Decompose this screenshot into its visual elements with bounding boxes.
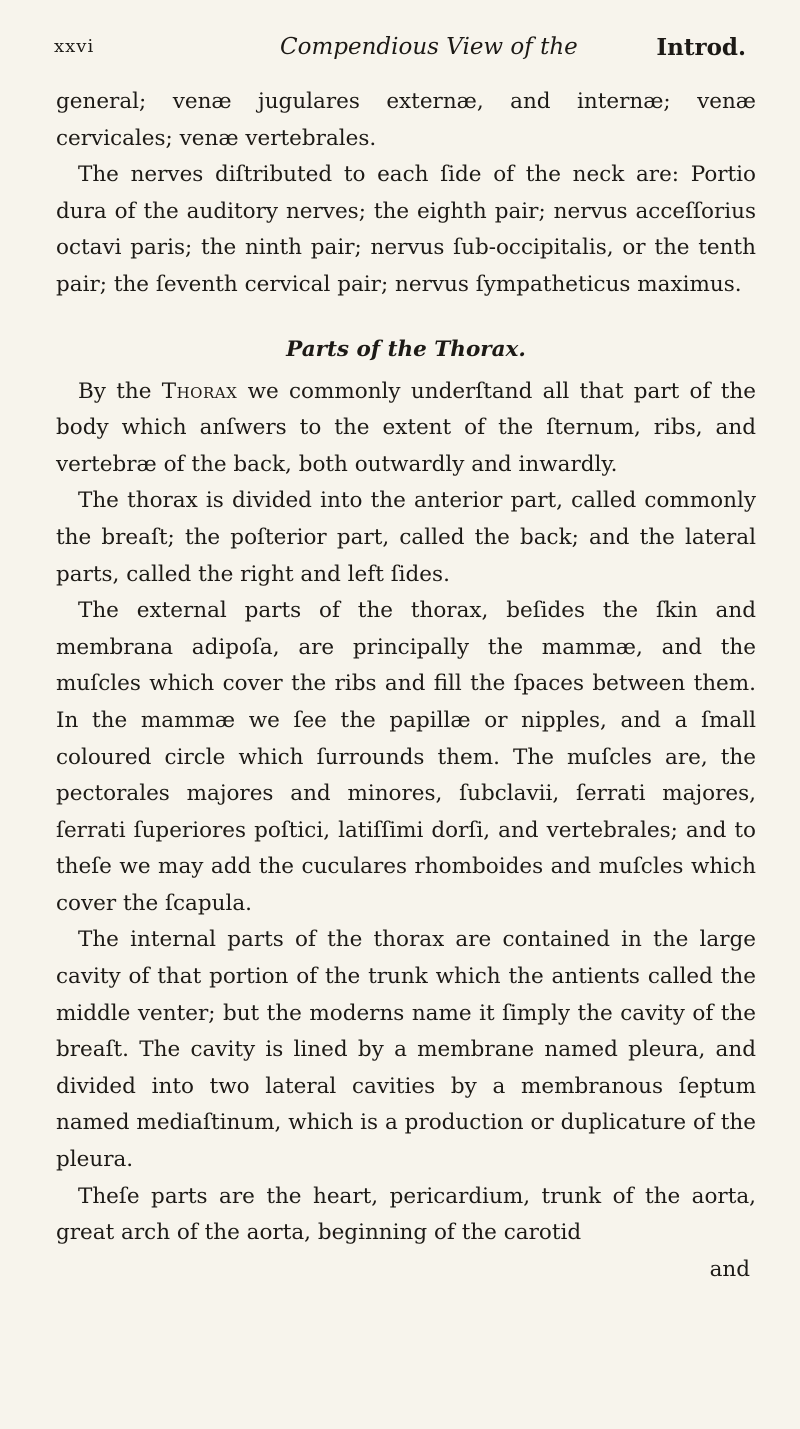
body-text (56, 84, 756, 1288)
paragraph-3-lead: By the (78, 378, 152, 404)
running-title: Compendious View of the (280, 34, 578, 60)
paragraph-2: The nerves diſtributed to each ſide of the neck are: Portio dura of the auditory nerves; the eighth pair; nervus acceſſorius octavi paris; the ninth pair; nervus ſub-occipitalis, or the tenth pair; the ſeventh cervical pair; nervus ſympatheticus maximus. (56, 162, 756, 297)
paragraph-1: general; venæ jugulares externæ, and internæ; venæ cervicales; venæ vertebrales. (56, 89, 756, 151)
catchword: and (709, 1256, 750, 1282)
paragraph-5: The external parts of the thorax, beſides the ſkin and membrana adipoſa, are principally the mammæ, and the muſcles which cover the ribs and fill the ſpaces between them. In the mammæ we ſee the papillæ or nipples, and a ſmall coloured circle which ſurrounds them. The muſcles are, the pectorales majores and minores, ſubclavii, ſerrati majores, ſerrati ſuperiores poſtici, latiſſimi dorſi, and vertebrales; and to theſe we may add the cuculares rhomboides and muſcles which cover the ſcapula. (56, 598, 756, 916)
subheading: Parts of the Thorax. (286, 336, 526, 362)
section-label: Introd. (656, 34, 746, 61)
paragraph-3-term: Thorax (161, 378, 238, 404)
book-page (56, 28, 756, 1288)
page-number: xxvi (54, 36, 95, 57)
paragraph-7: Theſe parts are the heart, pericardium, trunk of the aorta, great arch of the aorta, beginning of the carotid (56, 1183, 756, 1246)
paragraph-3 (56, 374, 756, 484)
running-header (56, 28, 756, 68)
paragraph-4: The thorax is divided into the anterior part, called commonly the breaſt; the poſterior part, called the back; and the lateral parts, called the right and left ſides. (56, 488, 756, 587)
paragraph-3-rest: we commonly underſtand all that part of the body which anſwers to the extent of the ſternum, ribs, and vertebræ of the back, both outwardly and inwardly. (56, 378, 756, 477)
paragraph-6: The internal parts of the thorax are contained in the large cavity of that portion of the trunk which the antients called the middle venter; but the moderns name it ſimply the cavity of the breaſt. The cavity is lined by a membrane named pleura, and divided into two lateral cavities by a membranous ſeptum named mediaſtinum, which is a production or duplicature of the pleura. (56, 927, 756, 1173)
